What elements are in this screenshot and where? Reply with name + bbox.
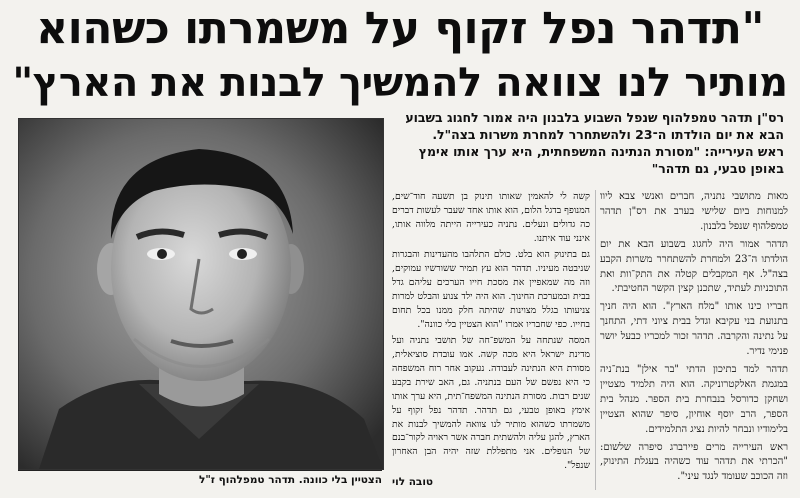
author-byline: טובה לוי — [392, 476, 434, 488]
photo-caption: הצטיין בלי כוונה. תדהר טמפלהוף ז"ל — [18, 470, 382, 489]
lead-paragraph: רס"ן תדהר טמפלהוף שנפל השבוע בלבנון היה אמור לחגוג בשבוע הבא את יום הולדתו ה־23 ולהשתחרר למחרת משרות בצה"ל. ראש העירייה: "מסורת הנתינה המשפחתית, היא ערך אותו אימץ באופן טבעי, גם תדהר" — [405, 110, 784, 176]
paragraph: חבריו כינו אותו "מלח הארץ". הוא היה חניך בתנועת בני עקיבא וגדל בבית ציוני דתי, התחנך על נתינה והקרבה. תדהר זכור למכריו כבעל יושר פנימי נדיר. — [600, 301, 788, 358]
portrait-illustration — [19, 119, 383, 469]
headline — [6, 2, 794, 110]
article-column-middle — [392, 190, 590, 476]
paragraph: מאות מתושבי נתניה, חברים ואנשי צבא ליוו למנוחות ביום שלישי בערב את רס"ן תדהר טמפלהוף שנפל בלבנון. — [600, 191, 788, 232]
column-divider — [595, 190, 596, 490]
headline-line-2: מותיר לנו צוואה להמשיך לבנות את הארץ" — [12, 60, 788, 106]
paragraph: המסה שנתחה על המשפ־חה של תושבי נתניה ועל מדינת ישראל היא מכה קשה. אמו עובדת סוציאלית, מסורת היא הנתינה לעבודה. נעקוב אחר רוח המשפחה כי היא נפשם של העם בנתניה. גם, האב שירת בקבע שנים רבות. מסורת הנתינה המשפח־תית, היא ערך אותו אימץ באופן טבעי, גם תדהר. תדהר נפל זקוף על משמרתו כשהוא מותיר לנו צוואה להמשיך לבנות את הארץ, להגן עליה ולהשתית חברה אשר ראויה לקור־בנם של הנופלים. אני מתפללת שזה יהיה הבן האחרון שנפל". — [391, 335, 590, 472]
paragraph: קשה לי להאמין שאותו תינוק בן תשעה חוד־שים, המנופף בדגל הלום, הוא אותו אחד שעבר לעשות דברים כה גדולים ונעלים. נתניה כעירייה הייתה מלווה אותו, אינני עוד איתנו. — [392, 191, 590, 244]
paragraph: תדהר אמור היה לחגוג בשבוע הבא את יום הולדתו ה־23 ולמחרת להשתחרר משרות הקבע בצה"ל. אף המקבלים קטלה את התק־וות ואת התוכניות לעתיד, שתכנן קצין הקשר החטיבתי. — [600, 238, 788, 295]
headline-line-1: "תדהר נפל זקוף על משמרתו כשהוא — [36, 3, 764, 54]
paragraph: תדהר למד בתיכון הדתי "בר אילן" בנת־ניה במגמת האלקטרוניקה. הוא היה תלמיד מצטיין ושחקן כדורסל בנבחרת בית הספר. מנהל בית הספר, הרב יוסף אוחיון, סיפר שהוא הצטיין בלימודיו ונבחר להיות נציג התלמידים. — [600, 363, 788, 435]
paragraph: גם בתינוק הוא בלט. כולם התלהבו מהעדינות והבגרות שניבטה מעיניו. תדהר הוא עץ תמיר ששורשיו עמוקים, וזה מה שמאפיין את מסכת חייו הערכים עליהם גדל בבית ובמערכת החינוך. הוא היה ילד צנוע והבלט למרות צניעותו בגלל מצוינות שהיתה חלק ממנו בכל תחום בחייו. כפי שחבריו אמרו "הוא הצטיין בלי כוונה". — [392, 249, 590, 330]
paragraph: ראש העירייה מרים פיירברג סיפרה שלשום: "הכרתי את תדהר עוד כשהיה בעגלת התינוק, וזה הכוכב שעומד לנגד עיני". — [600, 441, 788, 483]
article-column-right — [600, 190, 788, 488]
portrait-photo — [18, 118, 384, 470]
